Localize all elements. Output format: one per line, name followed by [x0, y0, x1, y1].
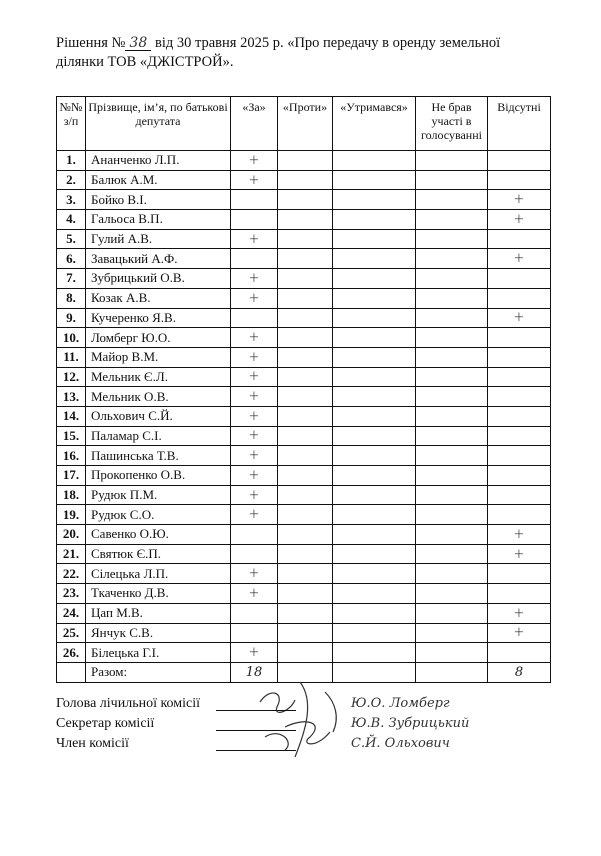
- vote-proty: [278, 151, 333, 171]
- deputy-name: Рудюк П.М.: [86, 485, 231, 505]
- vote-proty: [278, 406, 333, 426]
- vote-utrymavsia: [333, 151, 416, 171]
- vote-utrymavsia: [333, 466, 416, 486]
- vote-za: +: [231, 367, 278, 387]
- vote-ne-brav: [416, 249, 488, 269]
- vote-proty: [278, 229, 333, 249]
- vote-proty: [278, 328, 333, 348]
- vote-vidsutni: [488, 367, 551, 387]
- vote-vidsutni: [488, 269, 551, 289]
- row-number: 11.: [57, 347, 86, 367]
- vote-utrymavsia: [333, 170, 416, 190]
- vote-utrymavsia: [333, 387, 416, 407]
- vote-ne-brav: [416, 288, 488, 308]
- vote-utrymavsia: [333, 544, 416, 564]
- vote-proty: [278, 505, 333, 525]
- table-row: [57, 249, 551, 269]
- vote-ne-brav: [416, 170, 488, 190]
- vote-utrymavsia: [333, 229, 416, 249]
- vote-za: +: [231, 426, 278, 446]
- table-row: [57, 564, 551, 584]
- vote-proty: [278, 347, 333, 367]
- deputy-name: Рудюк С.О.: [86, 505, 231, 525]
- vote-vidsutni: [488, 347, 551, 367]
- table-row: [57, 544, 551, 564]
- deputy-name: Цап М.В.: [86, 603, 231, 623]
- vote-vidsutni: +: [488, 190, 551, 210]
- row-number: 22.: [57, 564, 86, 584]
- vote-za: [231, 623, 278, 643]
- table-row: [57, 584, 551, 604]
- col-proty-header: «Проти»: [278, 97, 333, 151]
- table-row: [57, 151, 551, 171]
- vote-vidsutni: [488, 387, 551, 407]
- vote-vidsutni: [488, 564, 551, 584]
- vote-utrymavsia: [333, 328, 416, 348]
- vote-ne-brav: [416, 623, 488, 643]
- row-number: 24.: [57, 603, 86, 623]
- vote-proty: [278, 544, 333, 564]
- signature-position: Член комісії: [56, 736, 129, 751]
- vote-proty: [278, 288, 333, 308]
- deputy-name: Мельник О.В.: [86, 387, 231, 407]
- vote-proty: [278, 466, 333, 486]
- deputy-name: Паламар С.І.: [86, 426, 231, 446]
- vote-vidsutni: [488, 446, 551, 466]
- vote-utrymavsia: [333, 643, 416, 663]
- deputy-name: Білецька Г.І.: [86, 643, 231, 663]
- vote-utrymavsia: [333, 584, 416, 604]
- table-row: [57, 446, 551, 466]
- table-row: [57, 525, 551, 545]
- vote-ne-brav: [416, 328, 488, 348]
- deputy-name: Бойко В.І.: [86, 190, 231, 210]
- signature-blank: [216, 730, 296, 731]
- vote-za: +: [231, 466, 278, 486]
- vote-utrymavsia: [333, 269, 416, 289]
- vote-za: +: [231, 564, 278, 584]
- vote-proty: [278, 249, 333, 269]
- table-row: [57, 466, 551, 486]
- vote-ne-brav: [416, 505, 488, 525]
- deputy-name: Гальоса В.П.: [86, 210, 231, 230]
- vote-za: [231, 525, 278, 545]
- row-number: 4.: [57, 210, 86, 230]
- vote-vidsutni: [488, 505, 551, 525]
- total-vidsutni: 8: [488, 662, 551, 682]
- col-vidsutni-header: Відсутні: [488, 97, 551, 151]
- vote-proty: [278, 426, 333, 446]
- vote-ne-brav: [416, 367, 488, 387]
- vote-ne-brav: [416, 308, 488, 328]
- decision-prefix: Рішення №: [56, 35, 126, 51]
- vote-ne-brav: [416, 269, 488, 289]
- vote-ne-brav: [416, 525, 488, 545]
- col-utrymavsia-header: «Утримався»: [333, 97, 416, 151]
- vote-za: [231, 308, 278, 328]
- vote-za: +: [231, 347, 278, 367]
- signature-position: Голова лічильної комісії: [56, 696, 201, 711]
- deputy-name: Прокопенко О.В.: [86, 466, 231, 486]
- vote-ne-brav: [416, 603, 488, 623]
- vote-ne-brav: [416, 544, 488, 564]
- vote-utrymavsia: [333, 426, 416, 446]
- vote-vidsutni: +: [488, 603, 551, 623]
- vote-vidsutni: [488, 643, 551, 663]
- signature-blank: [216, 710, 296, 711]
- vote-vidsutni: [488, 426, 551, 446]
- table-header-row: [57, 97, 551, 151]
- vote-za: [231, 249, 278, 269]
- vote-ne-brav: [416, 406, 488, 426]
- table-row: [57, 643, 551, 663]
- row-number: 9.: [57, 308, 86, 328]
- vote-ne-brav: [416, 151, 488, 171]
- row-number: 8.: [57, 288, 86, 308]
- deputy-name: Савенко О.Ю.: [86, 525, 231, 545]
- row-number: 18.: [57, 485, 86, 505]
- row-number: 7.: [57, 269, 86, 289]
- deputy-name: Сілецька Л.П.: [86, 564, 231, 584]
- vote-ne-brav: [416, 564, 488, 584]
- signature-scribble: [255, 672, 365, 762]
- deputy-name: Ананченко Л.П.: [86, 151, 231, 171]
- vote-vidsutni: [488, 170, 551, 190]
- signature-blank: [216, 750, 296, 751]
- signature-position: Секретар комісії: [56, 716, 155, 731]
- vote-vidsutni: +: [488, 249, 551, 269]
- vote-utrymavsia: [333, 603, 416, 623]
- table-row: [57, 328, 551, 348]
- vote-za: +: [231, 485, 278, 505]
- table-row: [57, 387, 551, 407]
- vote-proty: [278, 603, 333, 623]
- row-number: 2.: [57, 170, 86, 190]
- signature-name: С.Й. Ольхович: [351, 736, 450, 751]
- deputy-name: Ткаченко Д.В.: [86, 584, 231, 604]
- vote-za: +: [231, 151, 278, 171]
- table-row: [57, 367, 551, 387]
- vote-ne-brav: [416, 229, 488, 249]
- vote-vidsutni: [488, 466, 551, 486]
- row-number: 1.: [57, 151, 86, 171]
- decision-date-title: від 30 травня 2025 р. «Про передачу в оренду земельної: [154, 35, 501, 51]
- vote-proty: [278, 269, 333, 289]
- vote-ne-brav: [416, 387, 488, 407]
- table-row: [57, 210, 551, 230]
- deputy-name: Завацький А.Ф.: [86, 249, 231, 269]
- header-line-2: ділянки ТОВ «ДЖІСТРОЙ».: [56, 54, 234, 70]
- vote-proty: [278, 584, 333, 604]
- vote-ne-brav: [416, 347, 488, 367]
- vote-utrymavsia: [333, 367, 416, 387]
- header-line-1: [56, 34, 556, 53]
- vote-vidsutni: +: [488, 308, 551, 328]
- vote-utrymavsia: [333, 288, 416, 308]
- vote-ne-brav: [416, 643, 488, 663]
- vote-proty: [278, 485, 333, 505]
- table-row: [57, 229, 551, 249]
- vote-za: [231, 603, 278, 623]
- vote-utrymavsia: [333, 406, 416, 426]
- vote-za: +: [231, 269, 278, 289]
- row-number: 16.: [57, 446, 86, 466]
- col-za-header: «За»: [231, 97, 278, 151]
- vote-vidsutni: [488, 288, 551, 308]
- deputy-name: Янчук С.В.: [86, 623, 231, 643]
- vote-proty: [278, 210, 333, 230]
- table-row: [57, 426, 551, 446]
- vote-ne-brav: [416, 426, 488, 446]
- vote-za: +: [231, 387, 278, 407]
- table-row: [57, 308, 551, 328]
- table-row: [57, 485, 551, 505]
- table-row: [57, 603, 551, 623]
- vote-za: +: [231, 406, 278, 426]
- table-row: [57, 288, 551, 308]
- vote-za: +: [231, 584, 278, 604]
- vote-za: +: [231, 170, 278, 190]
- row-number: 14.: [57, 406, 86, 426]
- vote-ne-brav: [416, 190, 488, 210]
- deputy-name: Святюк Є.П.: [86, 544, 231, 564]
- row-number: 23.: [57, 584, 86, 604]
- row-number: 13.: [57, 387, 86, 407]
- decision-number: 38: [125, 36, 151, 51]
- deputy-name: Ломберг Ю.О.: [86, 328, 231, 348]
- table-row: [57, 623, 551, 643]
- vote-ne-brav: [416, 210, 488, 230]
- vote-utrymavsia: [333, 249, 416, 269]
- vote-utrymavsia: [333, 485, 416, 505]
- vote-vidsutni: +: [488, 525, 551, 545]
- vote-proty: [278, 367, 333, 387]
- col-name-header: Прізвище, ім’я, по батькові депутата: [86, 97, 231, 151]
- vote-vidsutni: [488, 584, 551, 604]
- vote-za: [231, 210, 278, 230]
- vote-vidsutni: +: [488, 210, 551, 230]
- vote-utrymavsia: [333, 564, 416, 584]
- table-row: [57, 505, 551, 525]
- deputy-name: Балюк А.М.: [86, 170, 231, 190]
- row-number: 3.: [57, 190, 86, 210]
- total-ne-brav: [416, 662, 488, 682]
- row-number: 15.: [57, 426, 86, 446]
- deputy-name: Козак А.В.: [86, 288, 231, 308]
- vote-proty: [278, 170, 333, 190]
- row-number: 19.: [57, 505, 86, 525]
- table-row: [57, 406, 551, 426]
- row-number: 25.: [57, 623, 86, 643]
- row-number: 21.: [57, 544, 86, 564]
- col-ne-brav-header: Не брав участі в голосуванні: [416, 97, 488, 151]
- row-number: 17.: [57, 466, 86, 486]
- vote-vidsutni: [488, 406, 551, 426]
- row-number: 20.: [57, 525, 86, 545]
- vote-za: +: [231, 328, 278, 348]
- row-number: 26.: [57, 643, 86, 663]
- vote-proty: [278, 308, 333, 328]
- table-row: [57, 347, 551, 367]
- vote-utrymavsia: [333, 505, 416, 525]
- vote-za: [231, 544, 278, 564]
- deputy-name: Майор В.М.: [86, 347, 231, 367]
- vote-vidsutni: +: [488, 623, 551, 643]
- table-body: [57, 151, 551, 663]
- table-row: [57, 269, 551, 289]
- deputy-name: Мельник Є.Л.: [86, 367, 231, 387]
- vote-proty: [278, 387, 333, 407]
- deputy-name: Зубрицький О.В.: [86, 269, 231, 289]
- vote-proty: [278, 446, 333, 466]
- row-number: 12.: [57, 367, 86, 387]
- vote-za: +: [231, 505, 278, 525]
- deputy-name: Пашинська Т.В.: [86, 446, 231, 466]
- total-za: 18: [231, 662, 278, 682]
- row-number: 5.: [57, 229, 86, 249]
- vote-za: +: [231, 446, 278, 466]
- vote-vidsutni: +: [488, 544, 551, 564]
- vote-vidsutni: [488, 485, 551, 505]
- signature-name: Ю.О. Ломберг: [351, 696, 450, 711]
- vote-za: +: [231, 229, 278, 249]
- vote-utrymavsia: [333, 190, 416, 210]
- vote-proty: [278, 525, 333, 545]
- vote-proty: [278, 190, 333, 210]
- vote-ne-brav: [416, 446, 488, 466]
- row-number: 10.: [57, 328, 86, 348]
- table-row: [57, 170, 551, 190]
- vote-za: +: [231, 643, 278, 663]
- vote-utrymavsia: [333, 525, 416, 545]
- col-number-header: №№ з/п: [57, 97, 86, 151]
- deputy-name: Гулий А.В.: [86, 229, 231, 249]
- row-number: 6.: [57, 249, 86, 269]
- vote-utrymavsia: [333, 308, 416, 328]
- voting-table: [56, 96, 551, 683]
- vote-proty: [278, 564, 333, 584]
- vote-utrymavsia: [333, 623, 416, 643]
- table-row: [57, 190, 551, 210]
- vote-ne-brav: [416, 584, 488, 604]
- vote-vidsutni: [488, 328, 551, 348]
- vote-za: +: [231, 288, 278, 308]
- vote-proty: [278, 623, 333, 643]
- vote-utrymavsia: [333, 347, 416, 367]
- deputy-name: Ольхович С.Й.: [86, 406, 231, 426]
- vote-ne-brav: [416, 485, 488, 505]
- vote-utrymavsia: [333, 446, 416, 466]
- vote-proty: [278, 643, 333, 663]
- vote-vidsutni: [488, 229, 551, 249]
- total-label: Разом:: [86, 662, 231, 682]
- vote-vidsutni: [488, 151, 551, 171]
- deputy-name: Кучеренко Я.В.: [86, 308, 231, 328]
- vote-utrymavsia: [333, 210, 416, 230]
- signature-name: Ю.В. Зубрицький: [351, 716, 470, 731]
- document-header: [56, 34, 556, 72]
- vote-ne-brav: [416, 466, 488, 486]
- vote-za: [231, 190, 278, 210]
